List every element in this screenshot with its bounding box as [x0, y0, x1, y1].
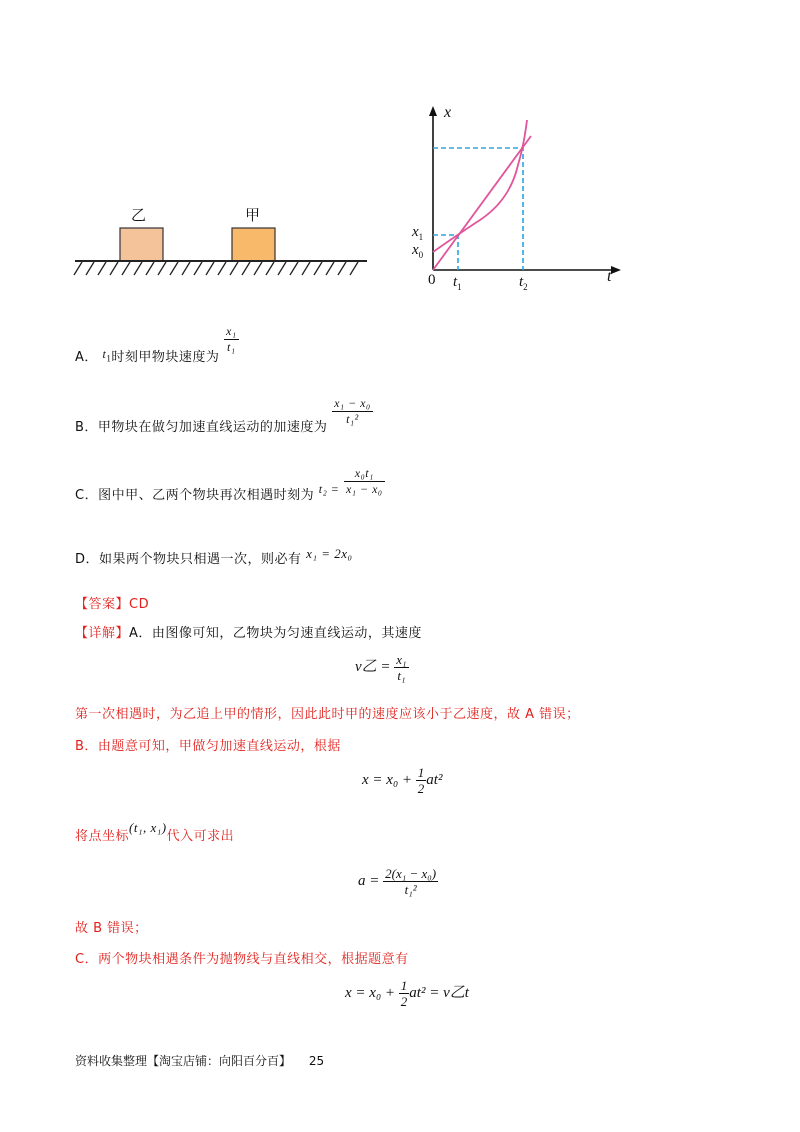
x-axis-arrow-icon [611, 266, 621, 274]
hatch-mark [86, 262, 94, 275]
line-yi [433, 136, 531, 270]
detail-line-3: B．由题意可知，甲做匀加速直线运动，根据 [75, 739, 341, 754]
hatch-mark [74, 262, 82, 275]
graph-x1-label: $x_1$ [412, 224, 424, 242]
xt-graph [410, 100, 630, 300]
hatch-mark [110, 262, 118, 275]
hatch-mark [338, 262, 346, 275]
graph-origin: 0 [428, 272, 436, 288]
option-d-label: D． [75, 552, 100, 567]
option-d [75, 546, 353, 567]
hatch-mark [206, 262, 214, 275]
equation-4: x = x₀ + $\frac{1}{2}$ at² = v乙t [345, 978, 469, 1009]
graph-t1-label: $t_1$ [453, 274, 462, 292]
page-number: 25 [308, 1054, 325, 1068]
hatch-mark [326, 262, 334, 275]
hatch-mark [290, 262, 298, 275]
block-yi [120, 228, 163, 261]
page-footer [75, 1052, 324, 1069]
answer-line [75, 593, 149, 612]
option-a-fraction: $\frac{\text{x₁}}{\text{t₁}}$ [226, 324, 237, 354]
hatch-mark [170, 262, 178, 275]
block-jia [232, 228, 275, 261]
option-b-text: 甲物块在做匀加速直线运动的加速度为 [97, 420, 328, 435]
hatch-mark [266, 262, 274, 275]
block-jia-label: 甲 [245, 206, 261, 224]
hatch-mark [302, 262, 310, 275]
option-a-label: A． [75, 350, 98, 365]
equation-3: a = $\frac{\text{2(x₁ − x₀)}}{\text{t₁²}}$ [358, 866, 437, 897]
option-a-text: 时刻甲物块速度为 [111, 350, 220, 365]
hatch-mark [242, 262, 250, 275]
hatch-mark [254, 262, 262, 275]
hatch-mark [122, 262, 130, 275]
option-c-lhs: t₂ = [318, 482, 340, 496]
hatch-mark [134, 262, 142, 275]
option-c [75, 466, 385, 503]
detail-a-text: A．由图像可知，乙物块为匀速直线运动，其速度 [129, 626, 422, 641]
detail-line-4: 将点坐标(t₁, x₁)代入可求出 [75, 820, 235, 844]
option-d-eq: x₁ = 2x₀ [306, 546, 353, 561]
hatch-mark [158, 262, 166, 275]
blocks-figure [70, 195, 370, 280]
detail-line-5: 故 B 错误； [75, 921, 148, 936]
hatch-mark [230, 262, 238, 275]
graph-t2-label: $t_2$ [519, 274, 528, 292]
graph-x0-label: $x_0$ [412, 242, 424, 260]
option-b-fraction: $\frac{\text{x₁ − x₀}}{\text{t₁²}}$ [334, 396, 371, 426]
hatch-mark [98, 262, 106, 275]
footer-text: 资料收集整理【淘宝店铺：向阳百分百】 [75, 1054, 292, 1068]
detail-label: 【详解】 [75, 626, 130, 641]
graph-x-label: x [444, 104, 452, 121]
hatch-mark [350, 262, 358, 275]
option-b [75, 396, 373, 435]
hatch-mark [314, 262, 322, 275]
detail-line-a [75, 622, 422, 641]
option-c-label: C． [75, 488, 99, 503]
hatch-mark [182, 262, 190, 275]
hatch-mark [278, 262, 286, 275]
option-d-text: 如果两个物块只相遇一次，则必有 [99, 552, 302, 567]
hatch-mark [194, 262, 202, 275]
answer-value: CD [129, 597, 150, 612]
y-axis-arrow-icon [429, 106, 437, 116]
curve-jia [433, 120, 527, 252]
ground-hatch [74, 262, 358, 275]
equation-1: v乙 = $\frac{\text{x₁}}{\text{t₁}}$ [355, 652, 407, 683]
option-a [75, 324, 239, 365]
detail-line-6: C．两个物块相遇条件为抛物线与直线相交，根据题意有 [75, 952, 409, 967]
answer-label: 【答案】 [75, 597, 130, 612]
hatch-mark [146, 262, 154, 275]
block-yi-label: 乙 [131, 206, 147, 224]
option-c-text: 图中甲、乙两个物块再次相遇时刻为 [98, 488, 315, 503]
option-b-label: B． [75, 420, 98, 435]
equation-2: x = x₀ + $\frac{1}{2}$ at² [362, 765, 443, 796]
option-a-var: $t_1$ [102, 347, 112, 364]
option-c-fraction: $\frac{\text{x₀t₁}}{\text{x₁ − x₀}}$ [345, 466, 383, 496]
graph-t-label: t [607, 268, 612, 285]
hatch-mark [218, 262, 226, 275]
detail-line-2: 第一次相遇时，为乙追上甲的情形，因此此时甲的速度应该小于乙速度，故 A 错误； [75, 707, 580, 722]
